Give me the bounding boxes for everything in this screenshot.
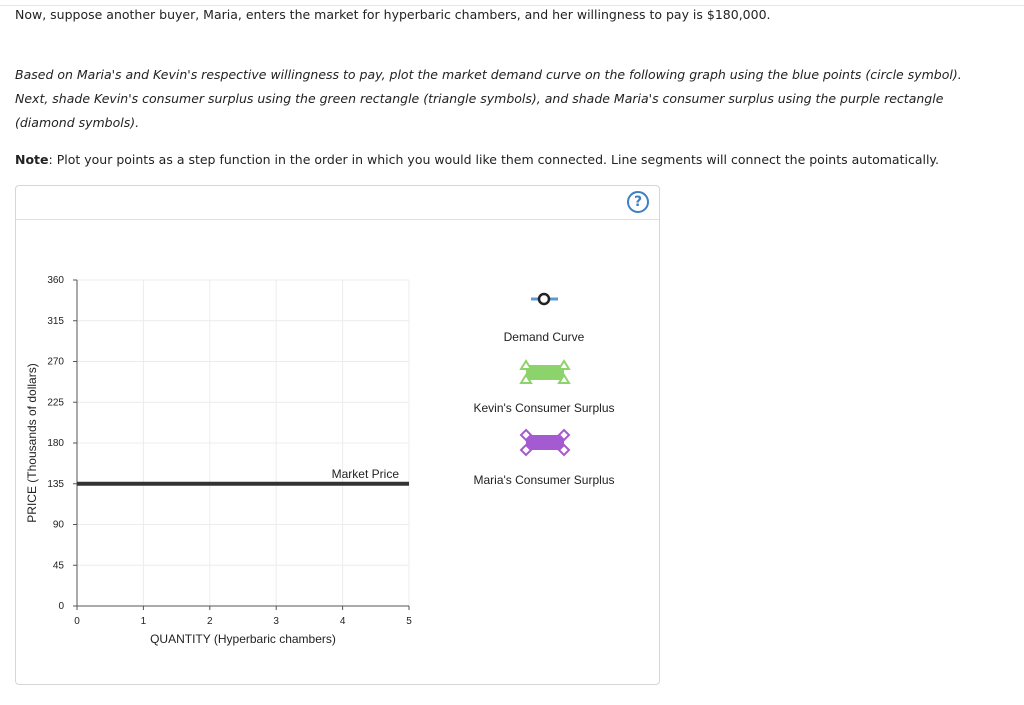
task-text-line3: (diamond symbols).	[15, 115, 140, 130]
y-tick-label: 270	[47, 356, 64, 368]
grid	[77, 280, 409, 606]
triangle-symbol-icon	[559, 361, 569, 369]
x-tick-label: 4	[339, 616, 346, 627]
y-tick-label: 45	[52, 560, 64, 572]
legend-label-maria: Maria's Consumer Surplus	[473, 473, 615, 487]
y-tick-label: 360	[47, 275, 64, 286]
legend-kevin-surplus-tool[interactable]	[521, 361, 569, 383]
x-tick-label: 5	[406, 616, 412, 627]
note-body: : Plot your points as a step function in the order in which you would like them connected. Line segments will connect the points automatically.	[48, 152, 940, 167]
x-tick-label: 3	[273, 616, 279, 627]
y-tick-label: 315	[47, 315, 64, 327]
legend-demand-curve-tool[interactable]	[531, 294, 558, 304]
y-tick-label: 135	[47, 478, 64, 490]
task-text-line2: Next, shade Kevin's consumer surplus using the green rectangle (triangle symbols), and shade Maria's consumer surplus using the purple rectangle	[15, 91, 944, 106]
x-axis-title: QUANTITY (Hyperbaric chambers)	[150, 632, 336, 646]
y-axis-title: PRICE (Thousands of dollars)	[25, 363, 39, 523]
legend-label-demand: Demand Curve	[503, 330, 585, 344]
task-text-line1: Based on Maria's and Kevin's respective willingness to pay, plot the market demand curve on the following graph using the blue points (circle symbol).	[15, 67, 962, 82]
plot-lines	[77, 467, 409, 484]
x-tick-label: 0	[74, 616, 80, 627]
y-tick-label: 90	[52, 519, 64, 531]
x-tick-label: 2	[207, 616, 213, 627]
y-tick-label: 180	[47, 438, 64, 449]
x-tick-label: 1	[140, 616, 147, 627]
circle-symbol-icon[interactable]	[539, 294, 549, 304]
intro-text: Now, suppose another buyer, Maria, enters the market for hyperbaric chambers, and her willingness to pay is $180,000.	[15, 7, 771, 22]
legend-maria-surplus-tool[interactable]	[521, 430, 569, 455]
y-tick-label: 225	[47, 397, 64, 409]
axes	[47, 275, 412, 627]
market-price-label: Market Price	[331, 466, 399, 481]
help-icon[interactable]: ?	[627, 191, 649, 213]
triangle-symbol-icon	[521, 361, 531, 369]
note-label: Note	[15, 152, 49, 167]
legend	[473, 294, 614, 487]
legend-label-kevin: Kevin's Consumer Surplus	[473, 401, 615, 415]
y-tick-label: 0	[58, 601, 64, 612]
